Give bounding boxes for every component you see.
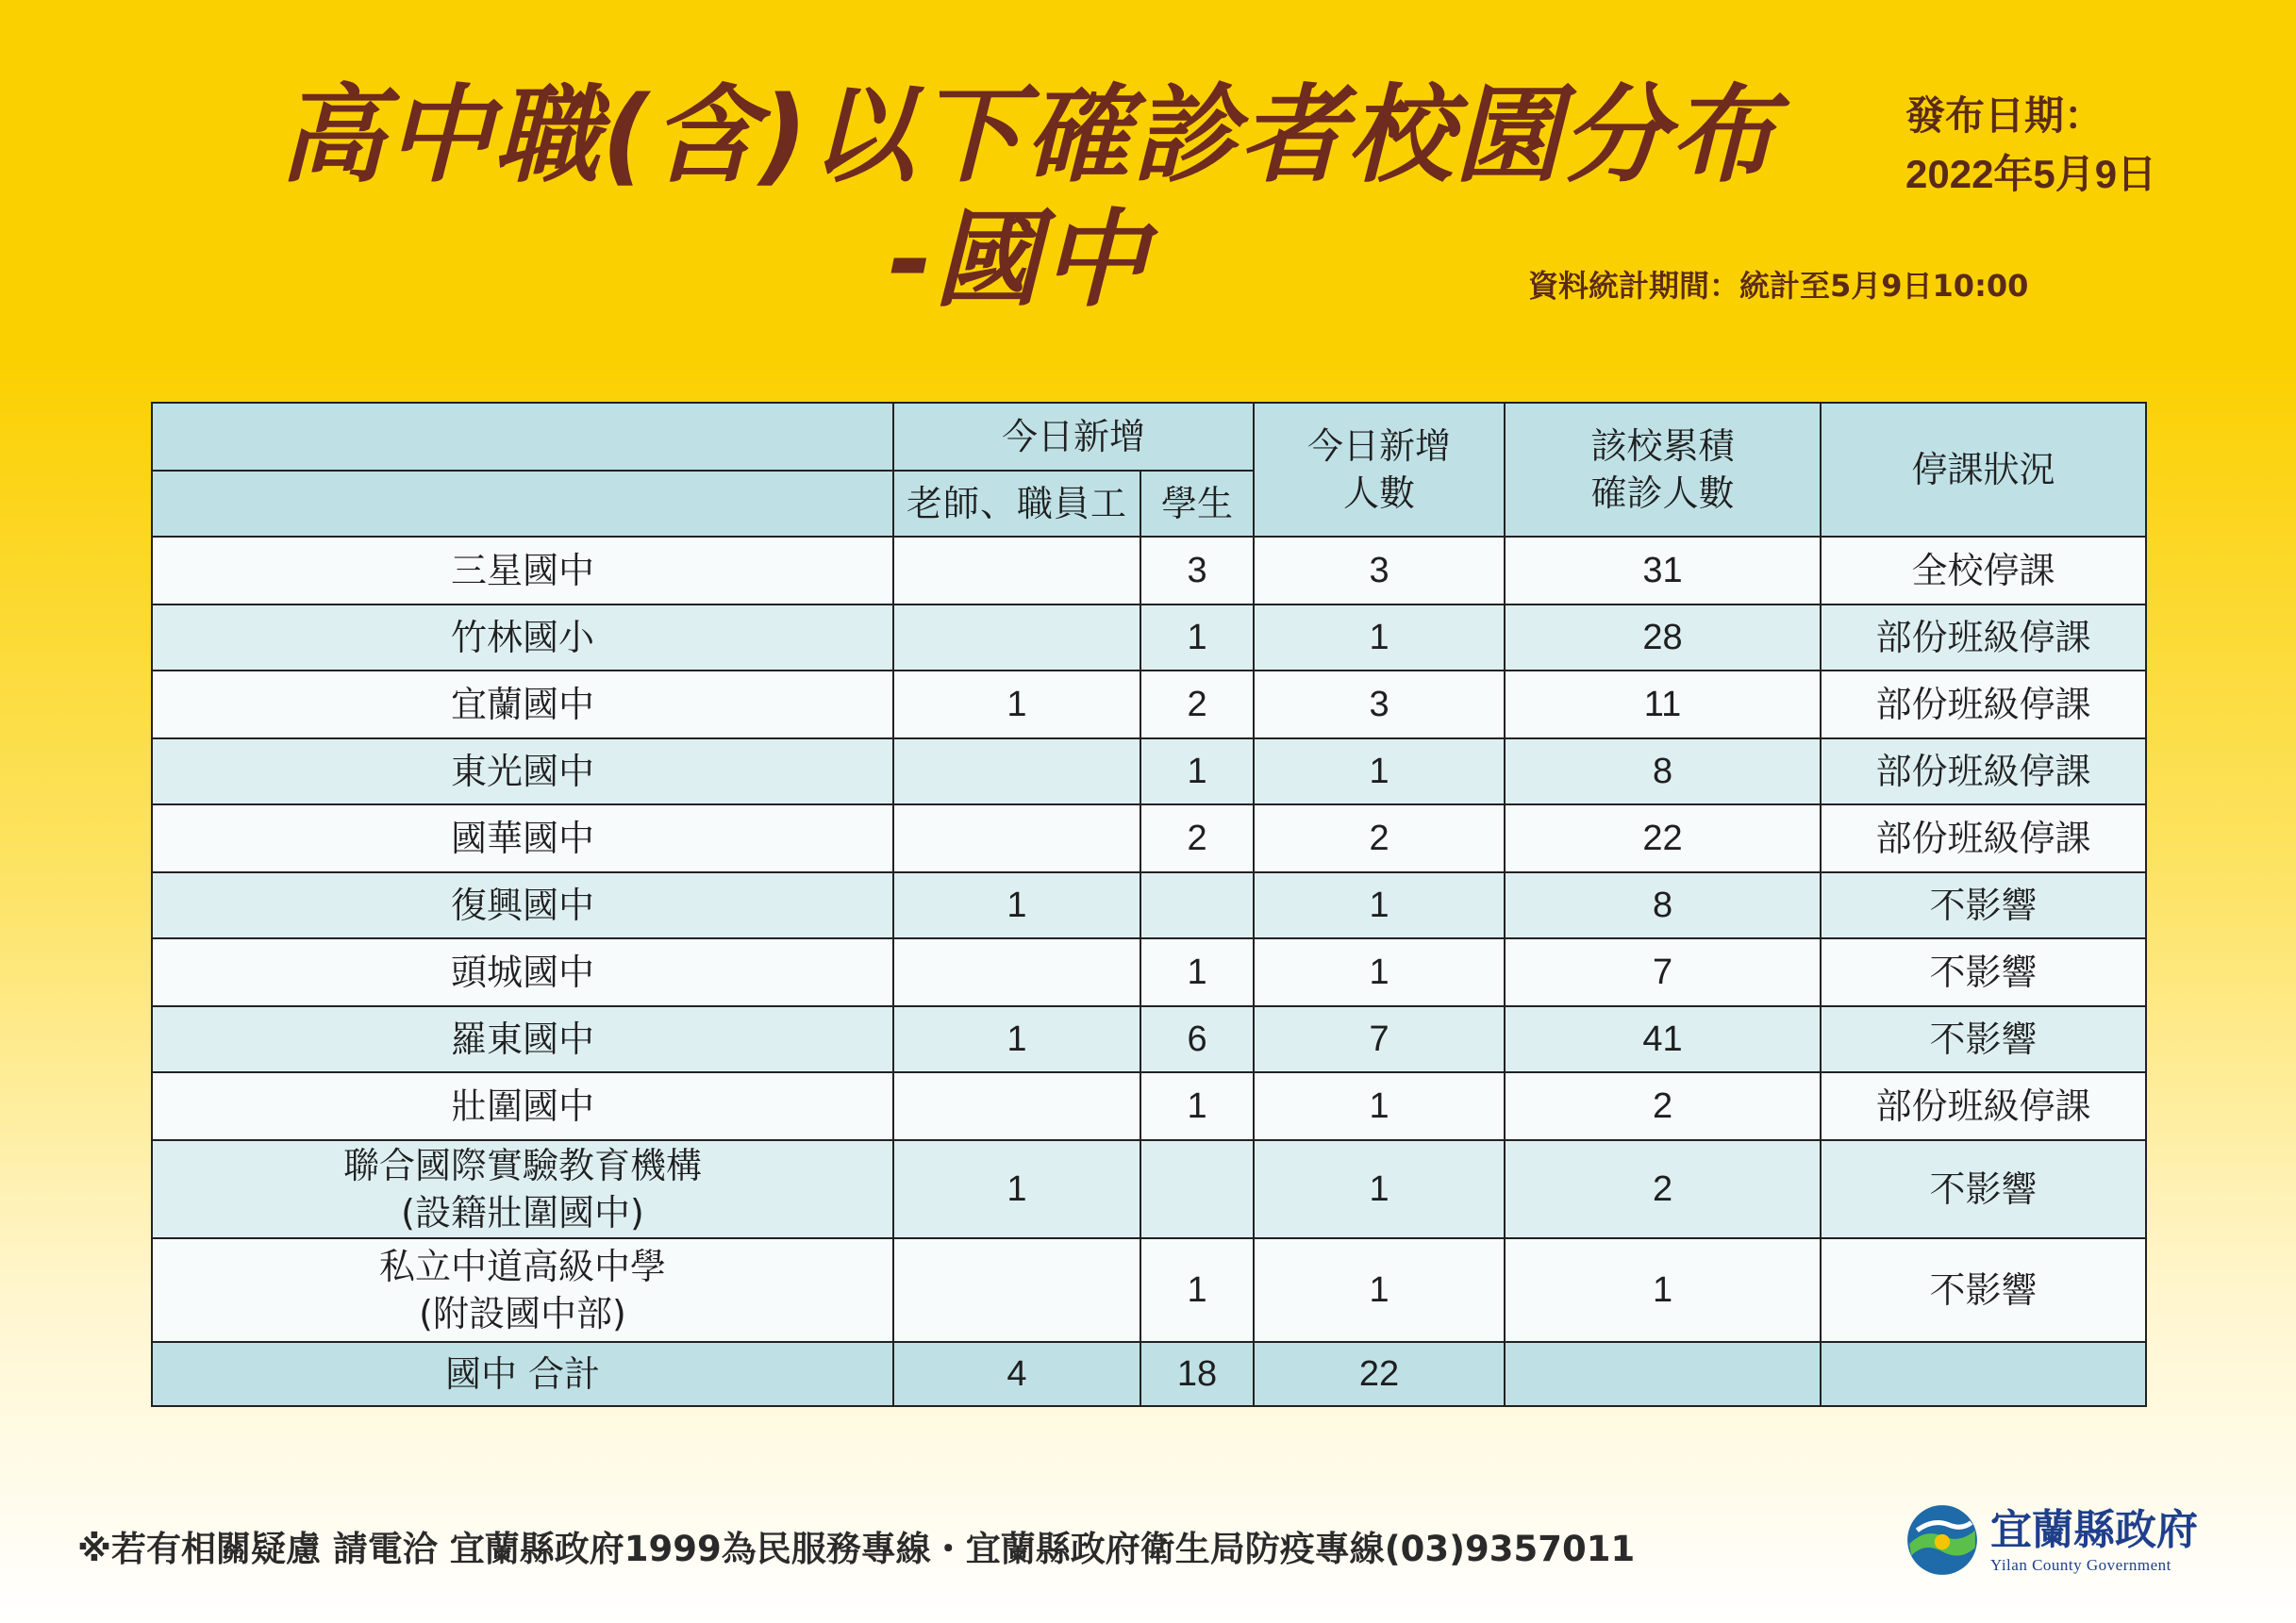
cumulative-count: 31 bbox=[1505, 537, 1821, 604]
class-status: 不影響 bbox=[1821, 1140, 2146, 1238]
school-name-note: (附設國中部) bbox=[419, 1293, 626, 1334]
class-status: 部份班級停課 bbox=[1821, 604, 2146, 671]
student-count bbox=[1140, 872, 1254, 938]
school-name-line: 宜蘭國中 bbox=[450, 684, 594, 725]
stat-period: 資料統計期間：統計至5月9日10:00 bbox=[1528, 268, 2029, 304]
teacher-count: 1 bbox=[893, 872, 1140, 938]
school-name bbox=[152, 804, 893, 872]
class-status: 不影響 bbox=[1821, 938, 2146, 1006]
school-name-line: 國華國中 bbox=[450, 818, 594, 859]
school-name-line: 壯圍國中 bbox=[450, 1085, 594, 1127]
header-blank-2 bbox=[152, 471, 893, 537]
cumulative-count: 8 bbox=[1505, 738, 1821, 804]
header-today-new-group: 今日新增 bbox=[893, 403, 1254, 471]
today-count: 3 bbox=[1254, 671, 1505, 738]
table-row bbox=[152, 1238, 2146, 1342]
today-count: 3 bbox=[1254, 537, 1505, 604]
logo-name-en: Yilan County Government bbox=[1990, 1556, 2171, 1574]
student-count: 1 bbox=[1140, 938, 1254, 1006]
school-name bbox=[152, 938, 893, 1006]
table-row bbox=[152, 738, 2146, 804]
table-row bbox=[152, 671, 2146, 738]
class-status: 不影響 bbox=[1821, 872, 2146, 938]
school-name-line: 頭城國中 bbox=[450, 952, 594, 993]
header-teacher: 老師、職員工 bbox=[893, 471, 1140, 537]
today-count: 1 bbox=[1254, 738, 1505, 804]
school-name bbox=[152, 872, 893, 938]
class-status: 部份班級停課 bbox=[1821, 1072, 2146, 1140]
cumulative-count: 11 bbox=[1505, 671, 1821, 738]
student-count: 3 bbox=[1140, 537, 1254, 604]
header-blank bbox=[152, 403, 893, 471]
cumulative-count: 2 bbox=[1505, 1140, 1821, 1238]
school-name-line: 羅東國中 bbox=[450, 1019, 594, 1060]
yilan-emblem-icon bbox=[1904, 1501, 1981, 1579]
school-name-line: 三星國中 bbox=[450, 550, 594, 591]
header-today-count: 今日新增 人數 bbox=[1254, 403, 1505, 537]
teacher-count bbox=[893, 804, 1140, 872]
today-count: 1 bbox=[1254, 872, 1505, 938]
government-logo bbox=[1904, 1501, 2198, 1579]
header-student: 學生 bbox=[1140, 471, 1254, 537]
publish-info bbox=[1905, 87, 2156, 204]
table-row bbox=[152, 804, 2146, 872]
class-status: 部份班級停課 bbox=[1821, 804, 2146, 872]
total-student: 18 bbox=[1140, 1342, 1254, 1406]
cumulative-count: 22 bbox=[1505, 804, 1821, 872]
header-cumulative: 該校累積 確診人數 bbox=[1505, 403, 1821, 537]
cumulative-count: 2 bbox=[1505, 1072, 1821, 1140]
publish-label: 發布日期： bbox=[1905, 93, 2105, 138]
table-row bbox=[152, 872, 2146, 938]
table-row bbox=[152, 537, 2146, 604]
publish-date: 2022年5月9日 bbox=[1905, 152, 2157, 196]
total-status bbox=[1821, 1342, 2146, 1406]
school-name bbox=[152, 671, 893, 738]
table-row bbox=[152, 1072, 2146, 1140]
teacher-count bbox=[893, 537, 1140, 604]
school-name bbox=[152, 604, 893, 671]
class-status: 部份班級停課 bbox=[1821, 738, 2146, 804]
today-count: 1 bbox=[1254, 938, 1505, 1006]
school-name bbox=[152, 1006, 893, 1072]
total-today: 22 bbox=[1254, 1342, 1505, 1406]
teacher-count bbox=[893, 1072, 1140, 1140]
class-status: 不影響 bbox=[1821, 1238, 2146, 1342]
student-count: 1 bbox=[1140, 1072, 1254, 1140]
table-row bbox=[152, 1140, 2146, 1238]
student-count: 2 bbox=[1140, 671, 1254, 738]
student-count bbox=[1140, 1140, 1254, 1238]
cumulative-count: 8 bbox=[1505, 872, 1821, 938]
teacher-count bbox=[893, 738, 1140, 804]
logo-name-cn: 宜蘭縣政府 bbox=[1990, 1506, 2198, 1554]
total-teacher: 4 bbox=[893, 1342, 1140, 1406]
title-line-2: -國中 bbox=[888, 199, 1150, 322]
school-name bbox=[152, 537, 893, 604]
class-status: 全校停課 bbox=[1821, 537, 2146, 604]
title-line-1: 高中職(含)以下確診者校園分布 bbox=[278, 75, 1778, 197]
cumulative-count: 28 bbox=[1505, 604, 1821, 671]
cumulative-count: 41 bbox=[1505, 1006, 1821, 1072]
footer-note: ※若有相關疑慮 請電洽 宜蘭縣政府1999為民服務專線・宜蘭縣政府衛生局防疫專線(03)9357011 bbox=[77, 1529, 1636, 1569]
teacher-count bbox=[893, 938, 1140, 1006]
cases-table bbox=[151, 402, 2147, 1407]
school-name-line: 復興國中 bbox=[450, 885, 594, 926]
student-count: 1 bbox=[1140, 604, 1254, 671]
student-count: 6 bbox=[1140, 1006, 1254, 1072]
table-row bbox=[152, 938, 2146, 1006]
school-name-note: (設籍壯圍國中) bbox=[401, 1192, 644, 1234]
teacher-count: 1 bbox=[893, 1006, 1140, 1072]
school-name bbox=[152, 1238, 893, 1342]
table-row bbox=[152, 604, 2146, 671]
teacher-count: 1 bbox=[893, 671, 1140, 738]
school-name-line: 東光國中 bbox=[450, 751, 594, 792]
total-cumulative bbox=[1505, 1342, 1821, 1406]
header-status: 停課狀況 bbox=[1821, 403, 2146, 537]
student-count: 2 bbox=[1140, 804, 1254, 872]
table-row bbox=[152, 1006, 2146, 1072]
teacher-count: 1 bbox=[893, 1140, 1140, 1238]
school-name-line: 聯合國際實驗教育機構 bbox=[342, 1145, 702, 1186]
school-name bbox=[152, 738, 893, 804]
today-count: 1 bbox=[1254, 1238, 1505, 1342]
total-label: 國中 合計 bbox=[152, 1342, 893, 1406]
today-count: 1 bbox=[1254, 1140, 1505, 1238]
today-count: 7 bbox=[1254, 1006, 1505, 1072]
today-count: 2 bbox=[1254, 804, 1505, 872]
teacher-count bbox=[893, 604, 1140, 671]
teacher-count bbox=[893, 1238, 1140, 1342]
cumulative-count: 1 bbox=[1505, 1238, 1821, 1342]
school-name-line: 私立中道高級中學 bbox=[378, 1246, 666, 1287]
cumulative-count: 7 bbox=[1505, 938, 1821, 1006]
class-status: 部份班級停課 bbox=[1821, 671, 2146, 738]
today-count: 1 bbox=[1254, 604, 1505, 671]
student-count: 1 bbox=[1140, 738, 1254, 804]
school-name bbox=[152, 1140, 893, 1238]
today-count: 1 bbox=[1254, 1072, 1505, 1140]
school-name bbox=[152, 1072, 893, 1140]
total-row bbox=[152, 1342, 2146, 1406]
school-name-line: 竹林國小 bbox=[450, 617, 594, 658]
student-count: 1 bbox=[1140, 1238, 1254, 1342]
class-status: 不影響 bbox=[1821, 1006, 2146, 1072]
